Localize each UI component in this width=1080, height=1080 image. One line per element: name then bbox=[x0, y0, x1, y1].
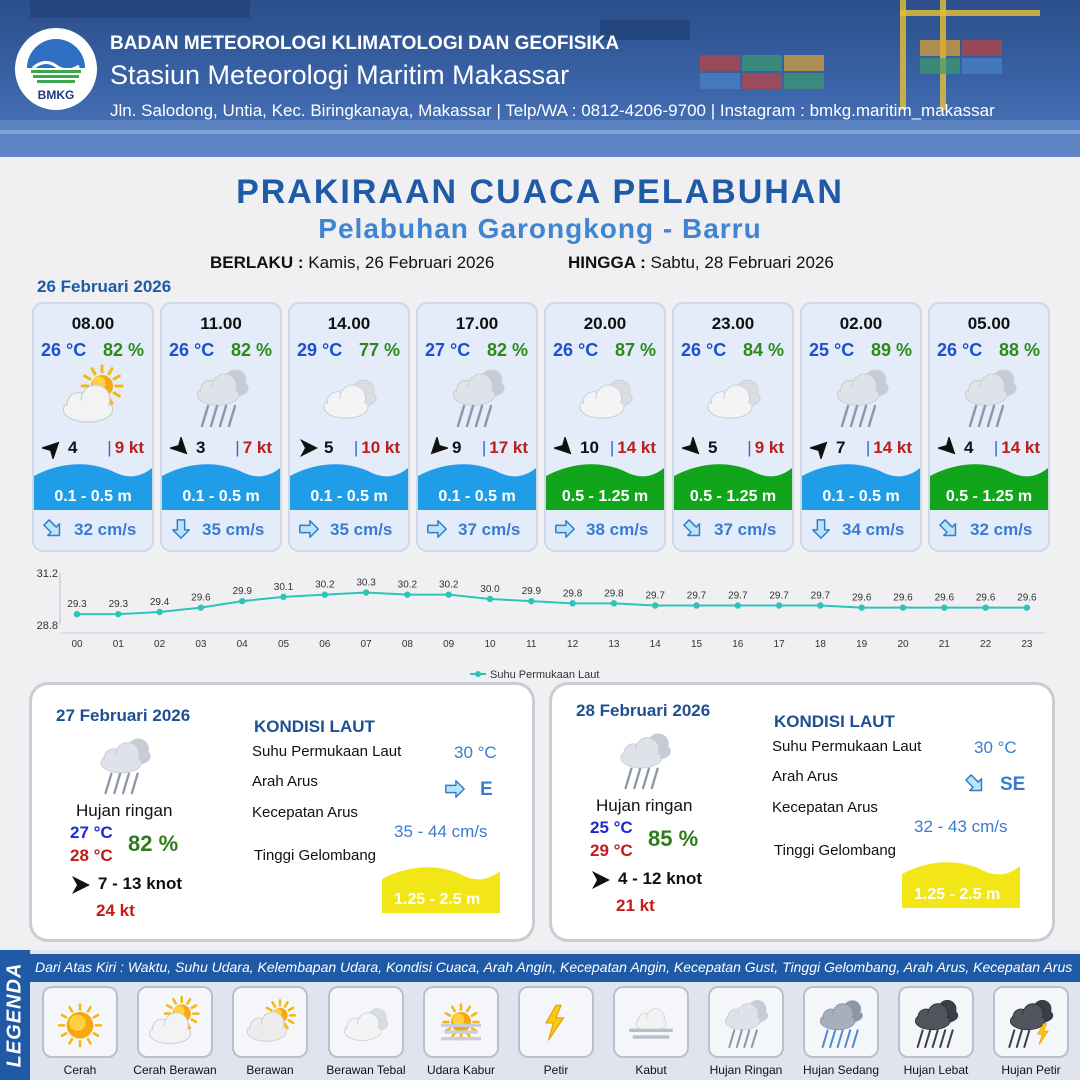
gust-value: 14 kt bbox=[873, 438, 912, 457]
day1-date: 26 Februari 2026 bbox=[37, 277, 172, 296]
y-tick-label: 31.2 bbox=[36, 568, 58, 580]
sst-point bbox=[115, 611, 121, 617]
x-tick-label: 10 bbox=[484, 639, 496, 650]
berawan-icon bbox=[240, 992, 300, 1052]
wind-speed: 4 bbox=[68, 438, 78, 457]
day-wind-speed: 7 - 13 knot bbox=[98, 874, 183, 893]
day-forecast-panel bbox=[32, 685, 532, 939]
station-address: Jln. Salodong, Untia, Kec. Biringkanaya, Makassar | Telp/WA : 0812-4206-9700 | Instagram : bmkg.maritim_makassar bbox=[110, 101, 995, 120]
current-direction-value: E bbox=[480, 779, 493, 800]
current-speed-label: Kecepatan Arus bbox=[252, 804, 358, 821]
forecast-time: 08.00 bbox=[71, 314, 115, 333]
current-direction-arrow-icon bbox=[682, 518, 704, 540]
legend-item-label: Hujan Sedang bbox=[802, 1063, 880, 1077]
hujan-ringan-icon bbox=[826, 364, 898, 428]
legend-item bbox=[330, 988, 402, 1056]
page-title: PRAKIRAAN CUACA PELABUHAN bbox=[236, 173, 844, 211]
sst-point bbox=[817, 602, 823, 608]
legend-item bbox=[805, 988, 877, 1056]
station-name: Stasiun Meteorologi Maritim Makassar bbox=[110, 60, 570, 90]
bmkg-logo bbox=[15, 28, 97, 110]
current-row bbox=[42, 518, 150, 544]
legend-description-bar bbox=[30, 954, 1080, 982]
sst-data-label: 29.6 bbox=[1017, 592, 1037, 604]
forecast-card bbox=[162, 304, 280, 550]
current-speed-value: 35 - 44 cm/s bbox=[394, 822, 488, 841]
sst-data-label: 29.8 bbox=[562, 588, 583, 600]
legend-item-label: Berawan bbox=[246, 1063, 294, 1077]
legend-item-label: Hujan Lebat bbox=[903, 1063, 969, 1077]
sst-point bbox=[528, 598, 534, 604]
day-date: 27 Februari 2026 bbox=[56, 706, 191, 725]
current-direction-arrow-icon bbox=[170, 518, 192, 540]
forecast-humidity: 87 % bbox=[614, 340, 656, 360]
petir-icon bbox=[526, 992, 586, 1052]
forecast-card bbox=[802, 304, 920, 550]
sst-data-label: 29.7 bbox=[645, 590, 665, 602]
sst-point bbox=[446, 591, 452, 597]
legend-item bbox=[615, 988, 687, 1056]
legend-item-label: Hujan Petir bbox=[1001, 1063, 1061, 1077]
gust-value: 14 kt bbox=[617, 438, 656, 457]
valid-from-value: Kamis, 26 Februari 2026 bbox=[308, 253, 495, 272]
sst-data-label: 29.4 bbox=[149, 597, 170, 608]
forecast-humidity: 77 % bbox=[358, 340, 400, 360]
current-row bbox=[298, 518, 406, 544]
cerah-berawan-icon bbox=[145, 992, 205, 1052]
sst-point bbox=[487, 596, 493, 602]
sst-data-label: 29.3 bbox=[67, 599, 87, 611]
wind-speed: 5 bbox=[708, 438, 718, 457]
forecast-time: 20.00 bbox=[583, 314, 627, 333]
forecast-humidity: 89 % bbox=[870, 340, 912, 360]
current-direction-arrow-icon bbox=[938, 518, 960, 540]
sst-point bbox=[198, 604, 204, 610]
current-direction-arrow-icon bbox=[554, 518, 576, 540]
current-direction-arrow-icon bbox=[42, 518, 64, 540]
sst-data-label: 29.7 bbox=[769, 590, 789, 602]
sst-point bbox=[941, 604, 947, 610]
wave-height: 0.1 - 0.5 m bbox=[310, 488, 388, 505]
agency-name: BADAN METEOROLOGI KLIMATOLOGI DAN GEOFISIKA bbox=[110, 33, 620, 54]
current-row bbox=[810, 518, 918, 544]
forecast-time: 17.00 bbox=[455, 314, 499, 333]
wind-direction-arrow-icon bbox=[70, 874, 90, 894]
x-tick-label: 00 bbox=[71, 639, 83, 650]
wind-row bbox=[296, 436, 406, 460]
current-direction-arrow-icon bbox=[426, 518, 448, 540]
sst-point bbox=[74, 611, 80, 617]
sst-data-label: 29.6 bbox=[851, 592, 872, 604]
valid-to bbox=[568, 253, 834, 273]
wave-height-value: 1.25 - 2.5 m bbox=[914, 886, 1001, 903]
wave-height-value: 1.25 - 2.5 m bbox=[394, 891, 481, 908]
wind-row bbox=[424, 436, 534, 460]
wind-speed: 9 bbox=[452, 438, 462, 457]
forecast-temperature: 26 °C bbox=[169, 340, 215, 360]
forecast-temperature: 26 °C bbox=[937, 340, 983, 360]
current-direction-label: Arah Arus bbox=[772, 768, 838, 785]
sst-point bbox=[611, 600, 617, 606]
legend-item bbox=[520, 988, 592, 1056]
day-gust-speed: 24 kt bbox=[96, 901, 135, 920]
x-tick-label: 20 bbox=[897, 639, 909, 650]
sst-data-label: 29.9 bbox=[232, 586, 252, 598]
forecast-card bbox=[34, 304, 152, 550]
berawan-tebal-icon bbox=[336, 992, 396, 1052]
day-condition: Hujan ringan bbox=[596, 796, 693, 815]
forecast-temperature: 26 °C bbox=[553, 340, 599, 360]
current-row bbox=[170, 518, 278, 544]
current-direction-value: SE bbox=[1000, 774, 1026, 795]
hujan-sedang-icon bbox=[811, 992, 871, 1052]
x-tick-label: 04 bbox=[236, 639, 248, 650]
wave-height: 0.5 - 1.25 m bbox=[689, 488, 777, 505]
x-tick-label: 21 bbox=[938, 639, 950, 650]
x-tick-label: 19 bbox=[856, 639, 868, 650]
current-speed: 35 cm/s bbox=[202, 520, 265, 539]
current-row bbox=[938, 518, 1046, 544]
x-tick-label: 16 bbox=[732, 639, 744, 650]
y-tick-label: 28.8 bbox=[36, 620, 58, 632]
day-max-temperature: 29 °C bbox=[590, 841, 633, 860]
wind-row bbox=[680, 436, 790, 460]
sst-value: 30 °C bbox=[974, 738, 1017, 757]
day-date: 28 Februari 2026 bbox=[576, 701, 711, 720]
day-min-temperature: 25 °C bbox=[590, 818, 633, 837]
x-tick-label: 07 bbox=[360, 639, 372, 650]
sst-point bbox=[652, 602, 658, 608]
gust-value: 14 kt bbox=[1001, 438, 1040, 457]
chart-legend-entry: Suhu Permukaan Laut bbox=[490, 669, 600, 681]
gust-speed: | 17 kt bbox=[481, 438, 528, 457]
sst-data-label: 29.7 bbox=[810, 590, 831, 602]
day-forecast-panel bbox=[552, 685, 1052, 939]
x-tick-label: 13 bbox=[608, 639, 620, 650]
sst-point bbox=[735, 602, 741, 608]
sst-data-label: 29.6 bbox=[191, 592, 211, 604]
wind-direction-arrow-icon bbox=[426, 437, 448, 459]
current-row bbox=[426, 518, 534, 544]
legend-item-label: Kabut bbox=[635, 1063, 667, 1077]
forecast-card bbox=[290, 304, 408, 550]
wave-height: 0.5 - 1.25 m bbox=[945, 488, 1033, 505]
wind-row bbox=[168, 436, 278, 460]
current-speed: 38 cm/s bbox=[586, 520, 649, 539]
sst-data-label: 30.2 bbox=[397, 579, 418, 591]
current-direction-arrow-icon bbox=[810, 518, 832, 540]
forecast-humidity: 84 % bbox=[742, 340, 784, 360]
sst-label: Suhu Permukaan Laut bbox=[772, 738, 922, 755]
x-tick-label: 22 bbox=[980, 639, 992, 650]
x-tick-label: 15 bbox=[690, 639, 703, 650]
day-gust-speed: 21 kt bbox=[616, 896, 655, 915]
gust-value: 10 kt bbox=[361, 438, 400, 457]
x-tick-label: 08 bbox=[401, 639, 413, 650]
forecast-humidity: 88 % bbox=[998, 340, 1040, 360]
forecast-temperature: 29 °C bbox=[297, 340, 343, 360]
sst-data-label: 29.7 bbox=[728, 590, 748, 602]
forecast-temperature: 26 °C bbox=[681, 340, 727, 360]
current-direction-arrow-icon bbox=[964, 773, 988, 797]
wave-height: 0.5 - 1.25 m bbox=[561, 488, 649, 505]
day-max-temperature: 28 °C bbox=[70, 846, 113, 865]
current-speed-value: 32 - 43 cm/s bbox=[914, 817, 1008, 836]
legend-item-label: Udara Kabur bbox=[426, 1063, 496, 1077]
legend-side-bar bbox=[0, 950, 30, 1080]
forecast-temperature: 27 °C bbox=[425, 340, 471, 360]
wind-speed: 3 bbox=[196, 438, 206, 457]
sst-point bbox=[280, 594, 286, 600]
wind-row bbox=[552, 436, 662, 460]
wind-direction-arrow-icon bbox=[42, 437, 64, 459]
current-speed: 37 cm/s bbox=[714, 520, 777, 539]
day-humidity: 85 % bbox=[648, 826, 699, 851]
x-tick-label: 01 bbox=[112, 639, 124, 650]
wind-direction-arrow-icon bbox=[682, 437, 704, 459]
forecast-time: 14.00 bbox=[327, 314, 371, 333]
wave-height: 0.1 - 0.5 m bbox=[438, 488, 516, 505]
wave-height-label: Tinggi Gelombang bbox=[254, 847, 377, 864]
wave-height: 0.1 - 0.5 m bbox=[182, 488, 260, 505]
forecast-humidity: 82 % bbox=[230, 340, 272, 360]
sst-point bbox=[569, 600, 575, 606]
wind-direction-arrow-icon bbox=[170, 437, 192, 459]
gust-value: 9 kt bbox=[114, 438, 144, 457]
wind-direction-arrow-icon bbox=[810, 437, 832, 459]
valid-from-label: BERLAKU : bbox=[210, 253, 304, 272]
wind-row bbox=[40, 436, 150, 460]
forecast-time: 23.00 bbox=[711, 314, 755, 333]
sst-data-label: 29.3 bbox=[108, 599, 129, 611]
sst-point bbox=[776, 602, 782, 608]
wave-height: 0.1 - 0.5 m bbox=[54, 488, 132, 505]
sst-point bbox=[322, 591, 328, 597]
forecast-humidity: 82 % bbox=[102, 340, 144, 360]
sst-point bbox=[156, 609, 162, 615]
kabut-icon bbox=[621, 992, 681, 1052]
x-tick-label: 23 bbox=[1021, 639, 1033, 650]
legend-item-label: Cerah Berawan bbox=[133, 1063, 217, 1077]
sea-condition-title: KONDISI LAUT bbox=[774, 712, 895, 731]
hujan-petir-icon bbox=[1001, 992, 1061, 1052]
gust-speed: | 9 kt bbox=[107, 438, 144, 457]
forecast-time: 02.00 bbox=[839, 314, 883, 333]
sst-data-label: 29.6 bbox=[893, 592, 913, 604]
current-direction-arrow-icon bbox=[298, 518, 320, 540]
current-direction-arrow-icon bbox=[444, 778, 468, 802]
gust-speed: | 14 kt bbox=[865, 438, 912, 457]
legend-item-label: Cerah bbox=[63, 1063, 97, 1077]
sea-condition-title: KONDISI LAUT bbox=[254, 717, 375, 736]
forecast-card bbox=[418, 304, 536, 550]
current-row bbox=[554, 518, 662, 544]
x-tick-label: 11 bbox=[526, 639, 537, 650]
legend-item bbox=[425, 988, 497, 1056]
gust-speed: | 14 kt bbox=[609, 438, 656, 457]
sst-point bbox=[239, 598, 245, 604]
legend-item-label: Hujan Ringan bbox=[709, 1063, 783, 1077]
header-banner bbox=[0, 0, 1080, 157]
current-speed: 37 cm/s bbox=[458, 520, 521, 539]
current-speed: 35 cm/s bbox=[330, 520, 393, 539]
sst-data-label: 29.8 bbox=[604, 588, 624, 600]
sst-point bbox=[900, 604, 906, 610]
hujan-ringan-icon bbox=[90, 729, 160, 799]
forecast-card bbox=[546, 304, 664, 550]
sst-data-label: 30.2 bbox=[438, 579, 459, 591]
berawan-tebal-icon bbox=[570, 364, 642, 428]
x-tick-label: 05 bbox=[277, 639, 290, 650]
forecast-humidity: 82 % bbox=[486, 340, 528, 360]
wind-direction-arrow-icon bbox=[298, 437, 320, 459]
forecast-card bbox=[930, 304, 1048, 550]
gust-speed: | 9 kt bbox=[747, 438, 784, 457]
forecast-temperature: 26 °C bbox=[41, 340, 87, 360]
sst-point bbox=[693, 602, 699, 608]
hujan-lebat-icon bbox=[906, 992, 966, 1052]
hujan-ringan-icon bbox=[610, 724, 680, 794]
sst-point bbox=[859, 604, 865, 610]
port-name: Pelabuhan Garongkong - Barru bbox=[318, 213, 762, 244]
wind-speed: 10 bbox=[580, 438, 599, 457]
day-wind-speed: 4 - 12 knot bbox=[618, 869, 703, 888]
legend-description: Dari Atas Kiri : Waktu, Suhu Udara, Kelembapan Udara, Kondisi Cuaca, Arah Angin, Kecepatan Angin, Kecepatan Gust, Tinggi Gelombang, Arah Arus, Kecepatan Arus bbox=[35, 959, 1073, 975]
x-tick-label: 18 bbox=[814, 639, 826, 650]
sst-value: 30 °C bbox=[454, 743, 497, 762]
cerah-icon bbox=[50, 992, 110, 1052]
current-speed-label: Kecepatan Arus bbox=[772, 799, 878, 816]
x-tick-label: 14 bbox=[649, 639, 661, 650]
x-tick-label: 03 bbox=[195, 639, 207, 650]
current-speed: 32 cm/s bbox=[970, 520, 1033, 539]
hujan-ringan-icon bbox=[716, 992, 776, 1052]
legend-item bbox=[710, 988, 782, 1056]
legend-item-label: Berawan Tebal bbox=[326, 1063, 406, 1077]
gust-value: 7 kt bbox=[242, 438, 272, 457]
wind-speed: 5 bbox=[324, 438, 334, 457]
wind-row bbox=[808, 436, 918, 460]
sst-data-label: 29.6 bbox=[975, 592, 996, 604]
x-tick-label: 06 bbox=[319, 639, 331, 650]
berawan-tebal-icon bbox=[698, 364, 770, 428]
legend-title: LEGENDA bbox=[3, 962, 26, 1068]
legend-item bbox=[139, 988, 211, 1056]
hujan-ringan-icon bbox=[186, 364, 258, 428]
wind-row bbox=[936, 436, 1046, 460]
cerah-berawan-icon bbox=[58, 364, 130, 428]
forecast-card bbox=[674, 304, 792, 550]
sst-point bbox=[363, 589, 369, 595]
sst-data-label: 29.7 bbox=[686, 590, 707, 602]
sst-point bbox=[404, 591, 410, 597]
current-speed: 34 cm/s bbox=[842, 520, 905, 539]
sst-label: Suhu Permukaan Laut bbox=[252, 743, 402, 760]
sst-data-label: 30.1 bbox=[273, 581, 294, 593]
x-tick-label: 12 bbox=[567, 639, 579, 650]
gust-speed: | 10 kt bbox=[353, 438, 400, 457]
legend-item bbox=[900, 988, 972, 1056]
current-row bbox=[682, 518, 790, 544]
forecast-time: 05.00 bbox=[967, 314, 1011, 333]
forecast-time: 11.00 bbox=[200, 314, 242, 333]
wind-direction-arrow-icon bbox=[554, 437, 576, 459]
hujan-ringan-icon bbox=[954, 364, 1026, 428]
wind-speed: 4 bbox=[964, 438, 974, 457]
sst-data-label: 30.2 bbox=[315, 579, 335, 591]
valid-from bbox=[210, 253, 494, 273]
legend-item bbox=[44, 988, 116, 1056]
wind-direction-arrow-icon bbox=[590, 869, 610, 889]
sst-point bbox=[982, 604, 988, 610]
hujan-ringan-icon bbox=[442, 364, 514, 428]
current-speed: 32 cm/s bbox=[74, 520, 137, 539]
gust-value: 9 kt bbox=[754, 438, 784, 457]
day-humidity: 82 % bbox=[128, 831, 179, 856]
legend-item bbox=[995, 988, 1067, 1056]
berawan-tebal-icon bbox=[314, 364, 386, 428]
current-direction-label: Arah Arus bbox=[252, 773, 318, 790]
legend-marker bbox=[475, 671, 481, 677]
forecast-temperature: 25 °C bbox=[809, 340, 855, 360]
day-min-temperature: 27 °C bbox=[70, 823, 113, 842]
udara-kabur-icon bbox=[431, 992, 491, 1052]
sst-data-label: 30.0 bbox=[480, 584, 500, 595]
sea-surface-temperature-chart bbox=[30, 565, 1070, 685]
valid-to-value: Sabtu, 28 Februari 2026 bbox=[650, 253, 834, 272]
sst-data-label: 29.6 bbox=[934, 592, 955, 604]
logo-text: BMKG bbox=[37, 88, 75, 102]
x-tick-label: 09 bbox=[443, 639, 455, 650]
sst-data-label: 30.3 bbox=[356, 577, 376, 589]
wave-height: 0.1 - 0.5 m bbox=[822, 488, 900, 505]
wind-speed: 7 bbox=[836, 438, 846, 457]
x-tick-label: 02 bbox=[154, 639, 166, 650]
legend-item bbox=[234, 988, 306, 1056]
gust-speed: | 14 kt bbox=[993, 438, 1040, 457]
sst-data-label: 29.9 bbox=[521, 586, 542, 598]
gust-value: 17 kt bbox=[489, 438, 528, 457]
wind-direction-arrow-icon bbox=[938, 437, 960, 459]
gust-speed: | 7 kt bbox=[235, 438, 272, 457]
sst-point bbox=[1024, 604, 1030, 610]
wave-height-label: Tinggi Gelombang bbox=[774, 842, 897, 859]
valid-to-label: HINGGA : bbox=[568, 253, 646, 272]
x-tick-label: 17 bbox=[773, 639, 785, 650]
day-condition: Hujan ringan bbox=[76, 801, 173, 820]
legend-item-label: Petir bbox=[543, 1063, 569, 1077]
